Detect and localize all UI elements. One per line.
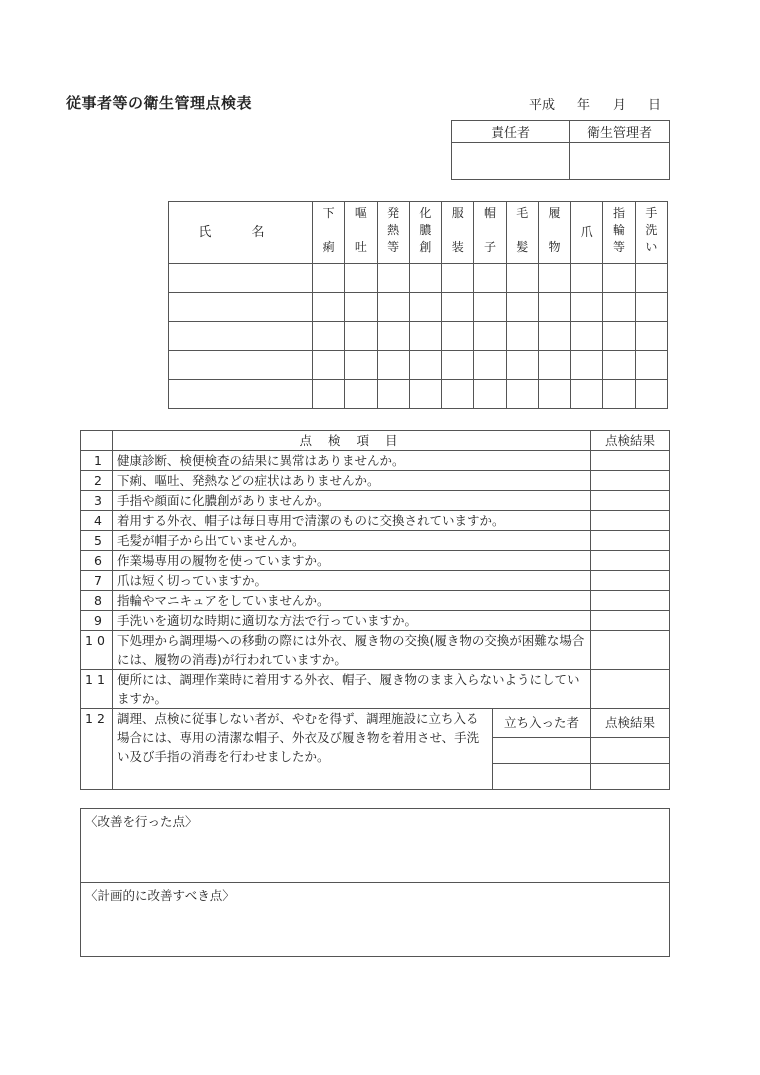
visitor-subtable [492,709,669,789]
item-number: 8 [81,591,113,611]
staff-row [169,264,668,293]
checklist-row [81,451,670,471]
staff-check-cell[interactable] [409,264,441,293]
item-result-field[interactable] [591,451,670,471]
notes-table [80,808,670,957]
staff-col-header-line: 等 [387,240,400,254]
staff-check-cell[interactable] [506,264,538,293]
item-number: 5 [81,531,113,551]
result-header: 点検結果 [591,431,670,451]
num-header [81,431,113,451]
item-result-field[interactable] [591,551,670,571]
staff-check-cell[interactable] [474,322,506,351]
staff-check-cell[interactable] [313,264,345,293]
item-number: 3 [81,491,113,511]
staff-col-header-line: 熱 [387,223,400,237]
staff-check-cell[interactable] [377,351,409,380]
staff-col-header-line: 等 [613,240,626,254]
staff-col-header-line [539,222,570,239]
staff-col-header-line [442,222,473,239]
staff-col-header-line: 洗 [645,223,658,237]
date-era: 平成 [529,98,556,113]
item-number: 1 [81,451,113,471]
item-number: 4 [81,511,113,531]
staff-col-header-line: 服 [451,206,464,220]
checklist-header-row [81,431,670,451]
staff-check-cell[interactable] [538,380,570,409]
checklist-row-12 [81,709,670,790]
planned-improvements-field[interactable] [81,883,670,957]
item-number: 10 [81,631,113,670]
staff-col-header-line: 創 [419,240,432,254]
staff-check-cell[interactable] [442,293,474,322]
item-number: 12 [81,709,113,790]
staff-col-header-line [313,222,344,239]
staff-col-header-line: 物 [548,240,561,254]
hygiene-manager-header: 衛生管理者 [570,121,670,143]
staff-col-header-line [507,222,538,239]
staff-check-cell[interactable] [409,293,441,322]
staff-col-header [409,202,441,264]
staff-check-cell[interactable] [603,322,635,351]
staff-check-cell[interactable] [603,293,635,322]
staff-check-cell[interactable] [506,351,538,380]
staff-col-header-line: い [645,240,658,254]
staff-check-table [168,201,668,409]
staff-col-header-line [345,222,376,239]
staff-col-header [635,202,667,264]
staff-col-header-line: 輪 [613,223,626,237]
staff-check-cell[interactable] [635,380,667,409]
item-result-field[interactable] [591,471,670,491]
staff-check-cell[interactable] [538,322,570,351]
checklist-row [81,670,670,709]
checklist-row [81,571,670,591]
staff-check-cell[interactable] [571,380,603,409]
visitor-header: 立ち入った者 [493,709,591,737]
item-result-field[interactable] [591,670,670,709]
staff-check-cell[interactable] [345,264,377,293]
staff-col-header [538,202,570,264]
staff-col-header [506,202,538,264]
staff-check-cell[interactable] [474,380,506,409]
staff-name-field[interactable] [169,351,313,380]
planned-improvements-label: 〈計画的に改善すべき点〉 [85,888,235,903]
staff-check-cell[interactable] [474,264,506,293]
staff-check-cell[interactable] [377,380,409,409]
improved-points-label: 〈改善を行った点〉 [85,814,198,829]
item-number: 7 [81,571,113,591]
item-text: 便所には、調理作業時に着用する外衣、帽子、履き物のまま入らないようにしていますか。 [113,670,591,709]
staff-check-cell[interactable] [345,351,377,380]
improved-points-field[interactable] [81,809,670,883]
staff-check-cell[interactable] [377,322,409,351]
staff-col-header [313,202,345,264]
item-text: 手指や顔面に化膿創がありませんか。 [113,491,591,511]
item-header: 点 検 項 目 [113,431,591,451]
item-text: 手洗いを適切な時期に適切な方法で行っていますか。 [113,611,591,631]
staff-check-cell[interactable] [313,322,345,351]
staff-col-header [442,202,474,264]
staff-check-cell[interactable] [571,293,603,322]
staff-check-cell[interactable] [538,351,570,380]
item-result-field[interactable] [591,531,670,551]
signature-table [451,120,670,180]
staff-check-cell[interactable] [571,351,603,380]
staff-check-cell[interactable] [603,351,635,380]
staff-check-cell[interactable] [345,322,377,351]
date-month: 月 [613,98,627,113]
staff-check-cell[interactable] [538,264,570,293]
staff-check-cell[interactable] [603,380,635,409]
item-text: 爪は短く切っていますか。 [113,571,591,591]
staff-col-header-line [474,222,505,239]
responsible-seal-field[interactable] [452,143,570,180]
staff-check-cell[interactable] [603,264,635,293]
staff-col-header [571,202,603,264]
page-title: 従事者等の衛生管理点検表 [66,94,253,112]
staff-check-cell[interactable] [377,293,409,322]
staff-name-field[interactable] [169,380,313,409]
staff-col-header-line: 化 [419,206,432,220]
checklist-row [81,511,670,531]
item-result-field[interactable] [591,571,670,591]
item-text: 指輪やマニキュアをしていませんか。 [113,591,591,611]
staff-row [169,322,668,351]
staff-check-cell[interactable] [506,293,538,322]
staff-col-header-line: 子 [483,240,496,254]
item-result-field[interactable] [591,631,670,670]
staff-check-cell[interactable] [506,322,538,351]
checklist-row [81,591,670,611]
staff-check-cell[interactable] [635,264,667,293]
staff-check-cell[interactable] [442,380,474,409]
item-text: 下処理から調理場への移動の際には外衣、履き物の交換(履き物の交換が困難な場合には、履物の消毒)が行われていますか。 [113,631,591,670]
staff-col-header-line: 膿 [419,223,432,237]
staff-row [169,351,668,380]
staff-check-cell[interactable] [313,351,345,380]
item-text: 調理、点検に従事しない者が、やむを得ず、調理施設に立ち入る場合には、専用の清潔な帽子、外衣及び履き物を着用させ、手洗い及び手指の消毒を行わせましたか。 [117,711,480,764]
staff-col-header [603,202,635,264]
staff-check-cell[interactable] [377,264,409,293]
visitor-result-field[interactable] [591,737,670,763]
item-text: 作業場専用の履物を使っていますか。 [113,551,591,571]
item-result-field[interactable] [591,491,670,511]
staff-check-cell[interactable] [442,351,474,380]
staff-col-header-line: 毛 [516,206,529,220]
checklist-row [81,611,670,631]
staff-col-header-line: 帽 [483,206,496,220]
staff-col-header-line: 発 [387,206,400,220]
item-number: 6 [81,551,113,571]
staff-col-header-line: 下 [322,206,335,220]
item-result-field[interactable] [591,511,670,531]
staff-col-header-line: 装 [451,240,464,254]
date-day: 日 [648,98,662,113]
staff-col-header-line: 手 [645,206,658,220]
staff-name-field[interactable] [169,264,313,293]
staff-check-cell[interactable] [409,322,441,351]
staff-col-header-line: 指 [613,206,626,220]
checklist-row [81,551,670,571]
result-header-12: 点検結果 [591,709,670,737]
staff-col-header [474,202,506,264]
staff-check-cell[interactable] [571,264,603,293]
staff-check-cell[interactable] [409,380,441,409]
item-text: 着用する外衣、帽子は毎日専用で清潔のものに交換されていますか。 [113,511,591,531]
item-number: 11 [81,670,113,709]
item-result-field[interactable] [591,611,670,631]
checklist-row [81,531,670,551]
item-text: 下痢、嘔吐、発熱などの症状はありませんか。 [113,471,591,491]
staff-row [169,380,668,409]
item-text: 健康診断、検便検査の結果に異常はありませんか。 [113,451,591,471]
hygiene-manager-seal-field[interactable] [570,143,670,180]
staff-check-cell[interactable] [442,322,474,351]
staff-check-cell[interactable] [635,322,667,351]
checklist-table [80,430,670,790]
checklist-row [81,631,670,670]
staff-col-header-line: 爪 [580,225,593,239]
staff-row [169,293,668,322]
staff-check-cell[interactable] [409,351,441,380]
item-number: 9 [81,611,113,631]
staff-col-header-line: 嘔 [354,206,367,220]
staff-check-cell[interactable] [345,293,377,322]
staff-col-header-line: 髪 [516,240,529,254]
visitor-field[interactable] [493,763,591,789]
staff-check-cell[interactable] [635,351,667,380]
item-text: 毛髪が帽子から出ていませんか。 [113,531,591,551]
staff-check-cell[interactable] [313,380,345,409]
staff-check-cell[interactable] [345,380,377,409]
responsible-header: 責任者 [452,121,570,143]
staff-check-cell[interactable] [474,293,506,322]
staff-check-cell[interactable] [313,293,345,322]
staff-check-cell[interactable] [506,380,538,409]
item-number: 2 [81,471,113,491]
staff-check-cell[interactable] [538,293,570,322]
visitor-result-field[interactable] [591,763,670,789]
visitor-field[interactable] [493,737,591,763]
staff-name-field[interactable] [169,293,313,322]
staff-col-header [345,202,377,264]
staff-check-cell[interactable] [474,351,506,380]
staff-col-header-line: 痢 [322,240,335,254]
staff-col-header [377,202,409,264]
checklist-row [81,471,670,491]
staff-col-header-line: 履 [548,206,561,220]
item-result-field[interactable] [591,591,670,611]
staff-name-field[interactable] [169,322,313,351]
date-year: 年 [577,98,591,113]
staff-check-cell[interactable] [571,322,603,351]
staff-check-cell[interactable] [442,264,474,293]
checklist-row [81,491,670,511]
name-header: 氏 名 [169,202,313,264]
staff-check-cell[interactable] [635,293,667,322]
staff-col-header-line: 吐 [354,240,367,254]
